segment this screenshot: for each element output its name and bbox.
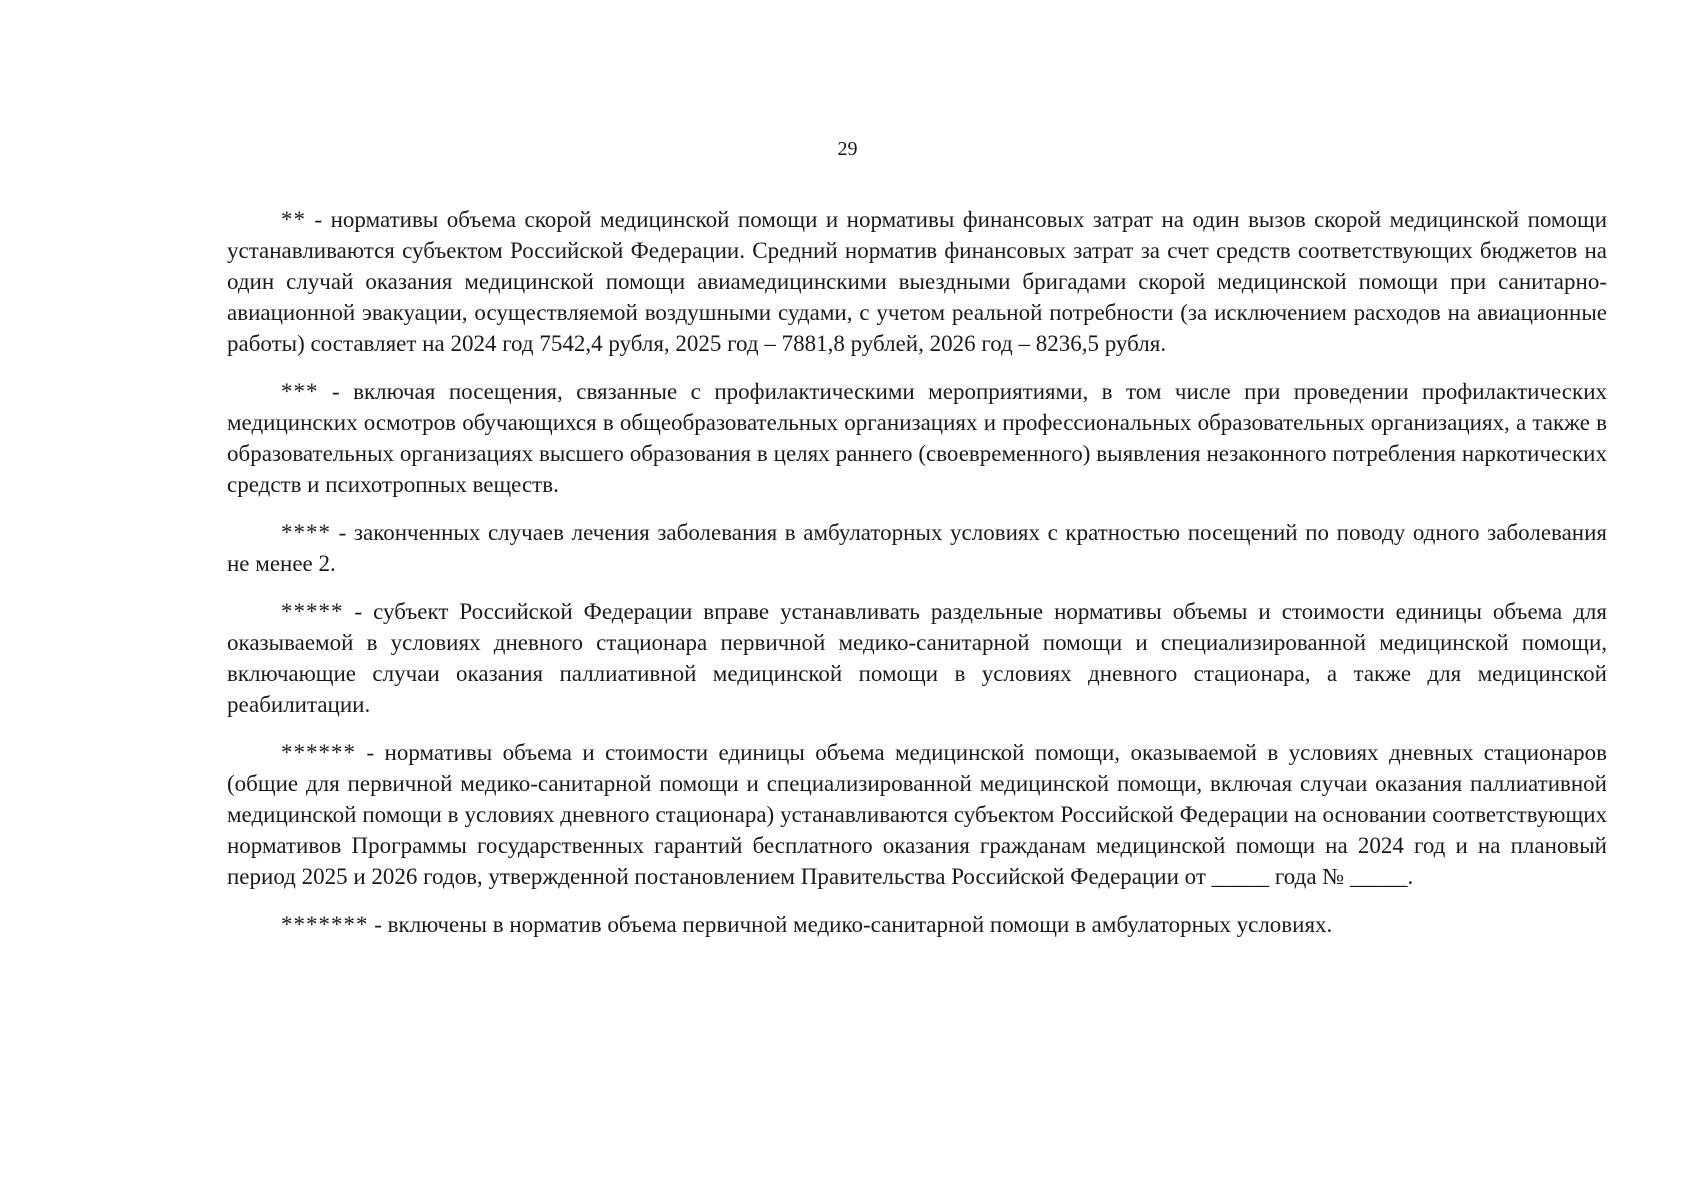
footnote-marker: ** [281,207,306,232]
footnote-text: - нормативы объема и стоимости единицы объема медицинской помощи, оказываемой в условиях дневных стационаров (общие для первичной медико-санитарной помощи и специализированной медицинской помощи, включая случаи оказания паллиативной медицинской помощи в условиях дневного стационара) устанавливаются субъектом Российской Федерации на основании соответствующих нормативов Программы государственных гарантий бесплатного оказания гражданам медицинской помощи на 2024 год и на плановый период 2025 и 2026 годов, утвержденной постановлением Правительства Российской Федерации от _____ года № _____. [227,740,1607,889]
footnotes-section [227,204,1607,957]
footnote-2 [227,204,1607,359]
footnote-marker: ***** [281,599,344,624]
footnote-5 [227,596,1607,720]
footnote-3 [227,376,1607,500]
footnote-text: - субъект Российской Федерации вправе устанавливать раздельные нормативы объемы и стоимости единицы объема для оказываемой в условиях дневного стационара первичной медико-санитарной помощи и специализированной медицинской помощи, включающие случаи оказания паллиативной медицинской помощи в условиях дневного стационара, а также для медицинской реабилитации. [227,599,1607,717]
footnote-text: - включая посещения, связанные с профилактическими мероприятиями, в том числе при проведении профилактических медицинских осмотров обучающихся в общеобразовательных организациях и профессиональных образовательных организациях, а также в образовательных организациях высшего образования в целях раннего (своевременного) выявления незаконного потребления наркотических средств и психотропных веществ. [227,379,1608,497]
footnote-text: - включены в норматив объема первичной медико-санитарной помощи в амбулаторных условиях. [374,912,1333,937]
footnote-4 [227,517,1607,579]
page-number: 29 [837,138,858,160]
footnote-6 [227,737,1607,892]
footnote-text: - законченных случаев лечения заболевания в амбулаторных условиях с кратностью посещений по поводу одного заболевания не менее 2. [227,520,1607,576]
footnote-7 [227,909,1607,940]
footnote-marker: ******* [281,912,369,937]
footnote-text: - нормативы объема скорой медицинской помощи и нормативы финансовых затрат на один вызов скорой медицинской помощи устанавливаются субъектом Российской Федерации. Средний норматив финансовых затрат за счет средств соответствующих бюджетов на один случай оказания медицинской помощи авиамедицинскими выездными бригадами скорой медицинской помощи при санитарно-авиационной эвакуации, осуществляемой воздушными судами, с учетом реальной потребности (за исключением расходов на авиационные работы) составляет на 2024 год 7542,4 рубля, 2025 год – 7881,8 рублей, 2026 год – 8236,5 рубля. [227,207,1608,356]
footnote-marker: ****** [281,740,356,765]
footnote-marker: **** [281,520,331,545]
footnote-marker: *** [281,379,319,404]
